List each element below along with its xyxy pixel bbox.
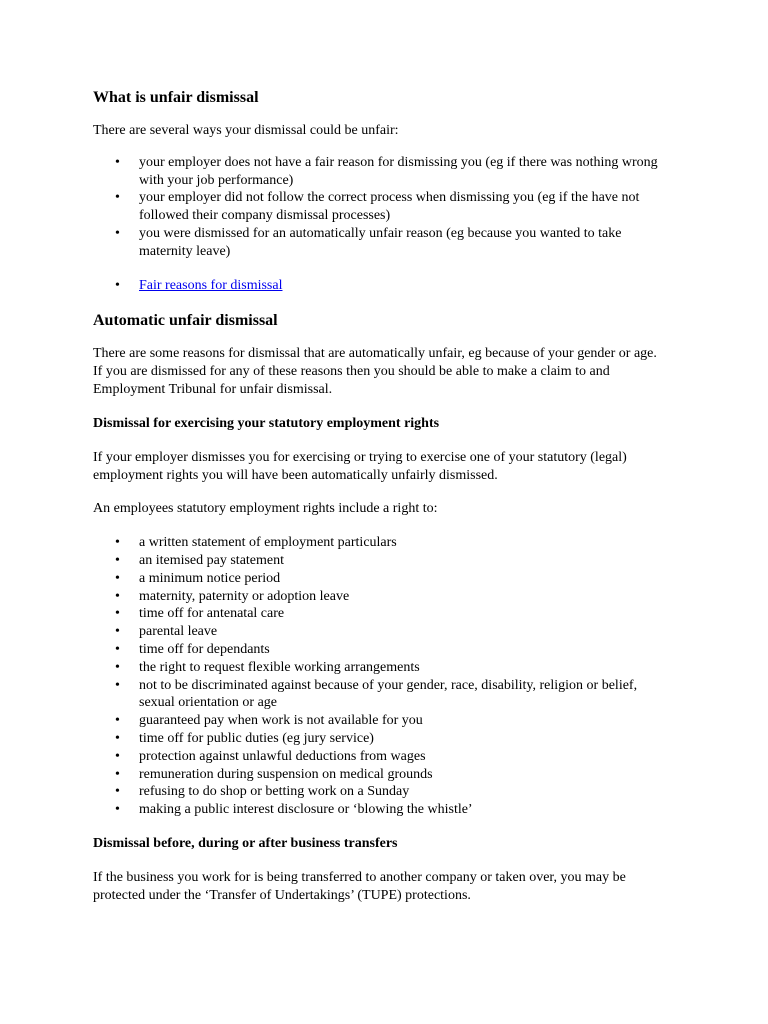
list-item xyxy=(93,766,668,784)
list-item-text: guaranteed pay when work is not available for you xyxy=(139,713,423,729)
list-item xyxy=(93,552,668,570)
list-item-text: you were dismissed for an automatically unfair reason (eg because you wanted to take maternity leave) xyxy=(139,225,622,259)
bullet-icon: • xyxy=(115,659,120,675)
bullet-icon: • xyxy=(115,588,120,604)
link-list xyxy=(93,277,668,295)
list-item xyxy=(93,730,668,748)
list-item-text: maternity, paternity or adoption leave xyxy=(139,588,350,604)
list-item-text: an itemised pay statement xyxy=(139,552,285,568)
list-item xyxy=(93,605,668,623)
list-item-text: not to be discriminated against because of your gender, race, disability, religion or belief, sexual orientation or age xyxy=(139,677,638,711)
list-item xyxy=(93,748,668,766)
rights-intro-paragraph: An employees statutory employment rights include a right to: xyxy=(93,501,438,517)
list-item xyxy=(93,783,668,801)
list-item xyxy=(93,277,668,295)
list-item xyxy=(93,712,668,730)
list-item xyxy=(93,225,668,261)
automatic-paragraph: There are some reasons for dismissal that are automatically unfair, eg because of your gender or age. If you are dismissed for any of these reasons then you should be able to make a claim to and Employment Tribunal for unfair dismissal. xyxy=(93,346,657,397)
heading-automatic-unfair-dismissal: Automatic unfair dismissal xyxy=(93,312,278,330)
bullet-icon: • xyxy=(115,641,120,657)
list-item-text: parental leave xyxy=(139,624,218,640)
list-item xyxy=(93,570,668,588)
transfers-paragraph: If the business you work for is being transferred to another company or taken over, you may be protected under the ‘Transfer of Undertakings’ (TUPE) protections. xyxy=(93,869,626,903)
list-item-text: your employer does not have a fair reason for dismissing you (eg if there was nothing wrong with your job performance) xyxy=(139,154,658,188)
intro-paragraph: There are several ways your dismissal could be unfair: xyxy=(93,123,399,138)
statutory-paragraph: If your employer dismisses you for exercising or trying to exercise one of your statutory (legal) employment rights you will have been automatically unfairly dismissed. xyxy=(93,449,627,483)
bullet-icon: • xyxy=(115,730,120,746)
bullet-icon: • xyxy=(115,802,120,818)
heading-business-transfers: Dismissal before, during or after business transfers xyxy=(93,835,398,851)
list-item-text: your employer did not follow the correct process when dismissing you (eg if the have not followed their company dismissal processes) xyxy=(139,190,640,224)
heading-statutory-rights: Dismissal for exercising your statutory employment rights xyxy=(93,415,440,431)
list-item xyxy=(93,623,668,641)
list-item-text: time off for dependants xyxy=(139,641,270,657)
list-item xyxy=(93,801,668,819)
bullet-icon: • xyxy=(115,784,120,800)
bullet-icon: • xyxy=(115,277,120,293)
list-item xyxy=(93,588,668,606)
heading-what-is-unfair-dismissal: What is unfair dismissal xyxy=(93,89,259,106)
bullet-icon: • xyxy=(115,552,120,568)
bullet-icon: • xyxy=(115,570,120,586)
list-item xyxy=(93,641,668,659)
fair-reasons-link[interactable]: Fair reasons for dismissal xyxy=(139,277,283,293)
bullet-icon: • xyxy=(115,748,120,764)
list-item-text: refusing to do shop or betting work on a Sunday xyxy=(139,784,410,800)
list-item-text: the right to request flexible working arrangements xyxy=(139,659,420,675)
list-item xyxy=(93,659,668,677)
list-item xyxy=(93,154,668,190)
list-item-text: time off for antenatal care xyxy=(139,606,285,622)
bullet-icon: • xyxy=(115,225,120,241)
bullet-icon: • xyxy=(115,624,120,640)
bullet-icon: • xyxy=(115,606,120,622)
list-item-text: time off for public duties (eg jury service) xyxy=(139,730,374,746)
bullet-icon: • xyxy=(115,677,120,693)
bullet-icon: • xyxy=(115,766,120,782)
list-item-text: remuneration during suspension on medical grounds xyxy=(139,766,433,782)
bullet-icon: • xyxy=(115,190,120,206)
bullet-icon: • xyxy=(115,154,120,170)
list-item xyxy=(93,677,668,713)
list-item-text: protection against unlawful deductions from wages xyxy=(139,748,426,764)
list-item xyxy=(93,534,668,552)
list-item-text: a written statement of employment particulars xyxy=(139,535,397,551)
bullet-icon: • xyxy=(115,713,120,729)
bullet-icon: • xyxy=(115,535,120,551)
list-item xyxy=(93,189,668,225)
unfair-reasons-list xyxy=(93,154,668,261)
list-item-text: making a public interest disclosure or ‘blowing the whistle’ xyxy=(139,802,473,818)
list-item-text: a minimum notice period xyxy=(139,570,281,586)
rights-list xyxy=(93,534,668,819)
